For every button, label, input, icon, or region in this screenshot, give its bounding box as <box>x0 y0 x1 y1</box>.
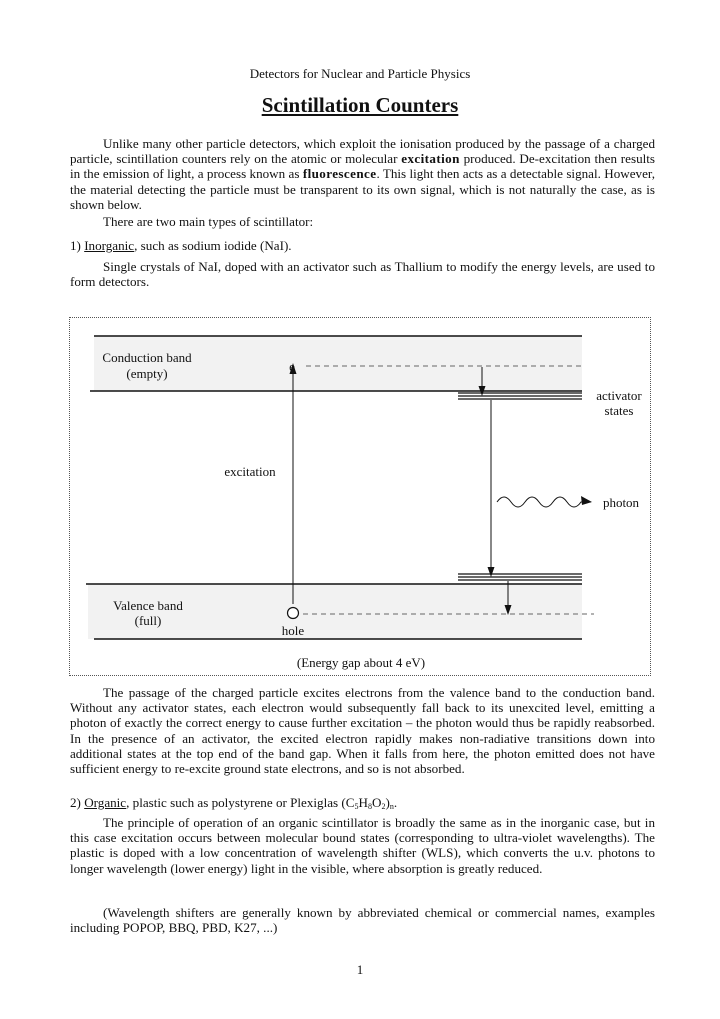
nai-paragraph: Single crystals of NaI, doped with an activator such as Thallium to modify the energy levels, are used to form detectors. <box>70 259 655 290</box>
label-valence-full: (full) <box>134 613 162 628</box>
keyword-fluorescence: fluorescence <box>302 166 377 182</box>
intro-paragraph: Unlike many other particle detectors, which exploit the ionisation produced by the passage of a charged particle, scintillation counters rely on the atomic or molecular excitation produced. De-excitation then results in the emission of light, a process known as fluorescence. This light then acts as a detectable signal. However, the material detecting the particle must be transparent to its own signal, which is not naturally the case, as is shown below. <box>70 136 655 212</box>
activator-states-upper <box>458 393 582 399</box>
running-header: Detectors for Nuclear and Particle Physics <box>249 66 471 81</box>
band-explanation-paragraph: The passage of the charged particle excites electrons from the valence band to the conduction band. Without any activator states, each electron would subsequently fall back to its unexcited level, emitting a photon of exactly the correct energy to cause further excitation – the photon would thus be rapidly reabsorbed. In the presence of an activator, the excited electron rapidly makes non-radiative transitions down into additional states at the top end of the band gap. When it falls from here, the photon emitted does not have sufficient energy to re-excite ground state electrons, and so is not absorbed. <box>70 685 655 777</box>
label-states: states <box>604 403 634 418</box>
label-photon: photon <box>602 495 640 510</box>
label-valence-band: Valence band <box>113 598 183 613</box>
label-electron: e <box>289 359 295 374</box>
photon-arrowhead <box>581 496 592 505</box>
page-title: Scintillation Counters <box>261 93 459 117</box>
figure-caption: (Energy gap about 4 eV) <box>296 655 426 670</box>
label-conduction-band: Conduction band <box>102 350 192 365</box>
label-excitation: excitation <box>224 464 276 479</box>
radiative-arrowhead <box>488 567 495 577</box>
list-item-organic: 2) Organic, plastic such as polystyrene or Plexiglas $(C_5H_8O_2)_n$. <box>70 795 398 811</box>
term-inorganic: Inorganic <box>84 238 135 253</box>
term-organic: Organic <box>84 795 127 810</box>
hole-circle <box>288 608 299 619</box>
band-diagram <box>69 317 651 676</box>
photon-wave <box>497 497 591 507</box>
wavelength-shifter-paragraph: (Wavelength shifters are generally known by abbreviated chemical or commercial names, examples including POPOP, BBQ, PBD, K27, ...) <box>70 905 655 936</box>
page-number: 1 <box>356 962 364 977</box>
label-conduction-empty: (empty) <box>126 366 168 381</box>
list-item-inorganic: 1) Inorganic, such as sodium iodide (NaI). <box>70 238 292 253</box>
label-activator: activator <box>596 388 642 403</box>
organic-principle-paragraph: The principle of operation of an organic scintillator is broadly the same as in the inorganic case, but in this case excitation occurs between molecular bound states (corresponding to ultra-violet wavelengths). The plastic is doped with a low concentration of wavelength shifter (WLS), which converts the u.v. photons to longer wavelength (lower energy) light in the visible, where absorption is greatly reduced. <box>70 815 655 876</box>
activator-states-lower <box>458 574 582 580</box>
types-intro: There are two main types of scintillator: <box>103 214 314 229</box>
keyword-excitation: excitation <box>401 151 460 167</box>
label-hole: hole <box>281 623 305 638</box>
